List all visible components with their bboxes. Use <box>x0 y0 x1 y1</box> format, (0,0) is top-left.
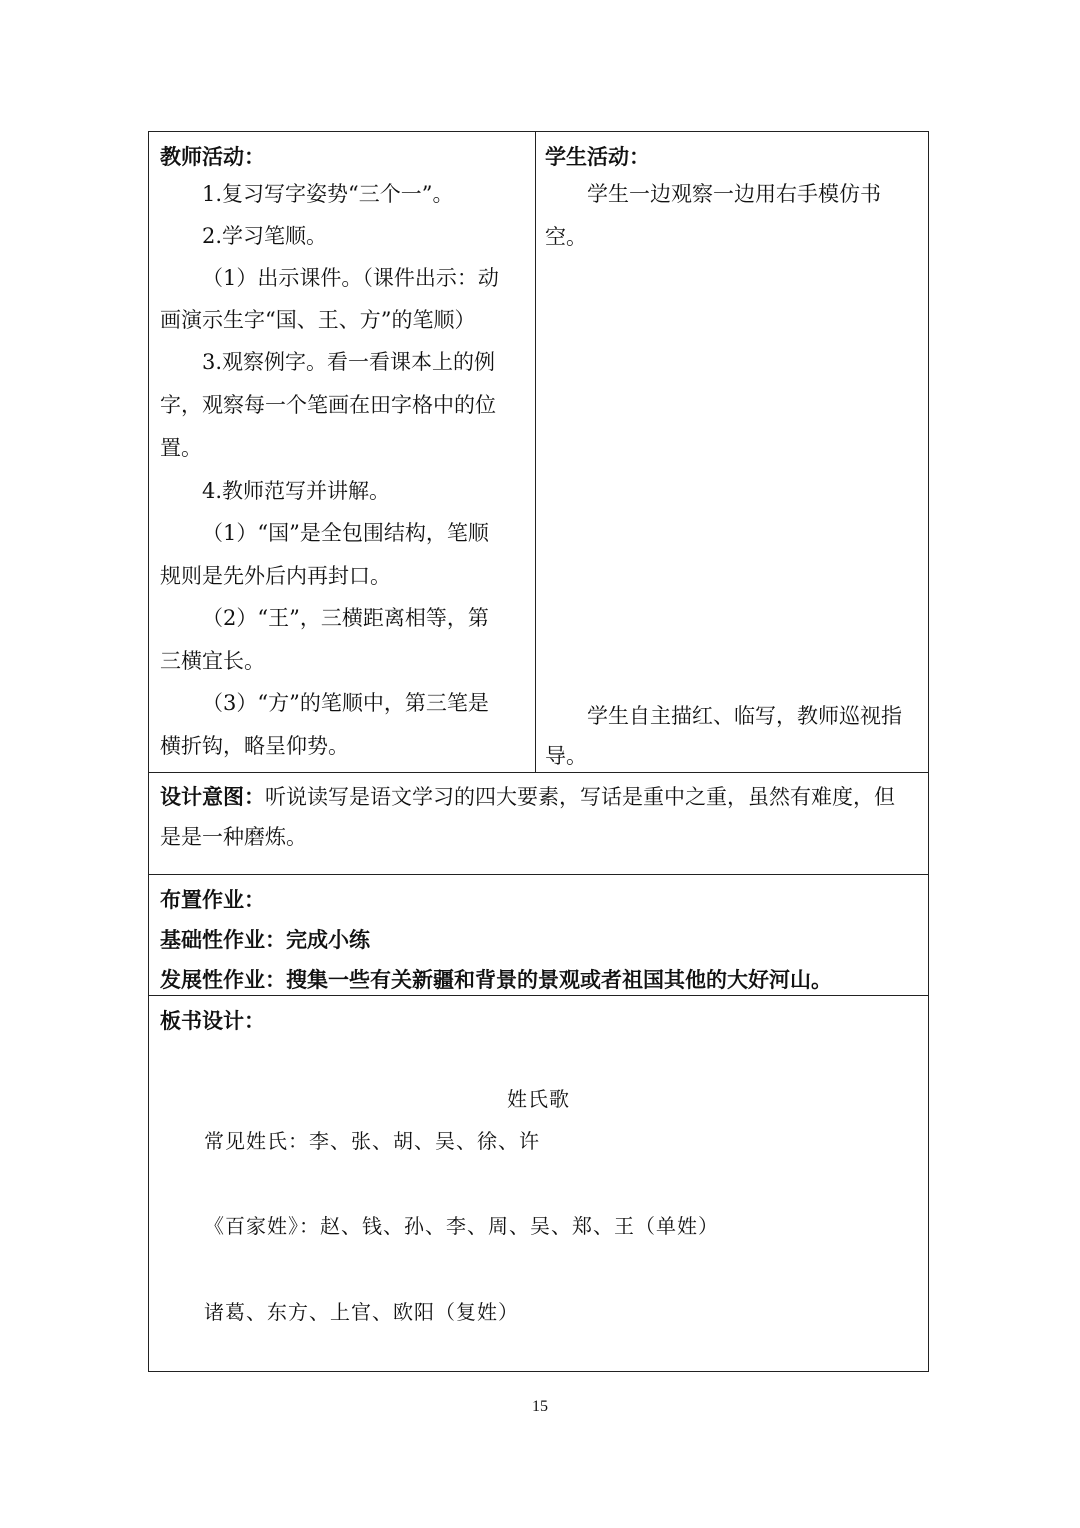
teacher-line: 规则是先外后内再封口。 <box>160 564 391 588</box>
teacher-line: 1.复习写字姿势“三个一”。 <box>202 182 454 206</box>
board-title: 姓氏歌 <box>507 1087 570 1111</box>
teacher-line: （3）“方”的笔顺中，第三笔是 <box>202 691 489 715</box>
student-line: 学生自主描红、临写，教师巡视指 <box>587 704 902 728</box>
teacher-line: 4.教师范写并讲解。 <box>202 479 391 503</box>
teacher-line: 横折钩，略呈仰势。 <box>160 734 349 758</box>
teacher-line: 3.观察例字。看一看课本上的例 <box>202 350 496 374</box>
page-number: 15 <box>532 1398 548 1415</box>
teacher-line: 2.学习笔顺。 <box>202 224 328 248</box>
teacher-line: （2）“王”，三横距离相等，第 <box>202 606 489 630</box>
teacher-line: 画演示生字“国、王、方”的笔顺） <box>160 308 476 332</box>
homework-basic: 基础性作业：完成小练 <box>160 927 370 952</box>
teacher-line: （1）出示课件。（课件出示：动 <box>202 266 499 290</box>
teacher-line: 三横宜长。 <box>160 649 265 673</box>
design-intent-line2: 是是一种磨炼。 <box>160 825 307 849</box>
teacher-line: （1）“国”是全包围结构，笔顺 <box>202 521 489 545</box>
student-line: 导。 <box>545 744 587 768</box>
teacher-line: 字，观察每一个笔画在田字格中的位 <box>160 393 496 417</box>
design-intent-text: 听说读写是语文学习的四大要素，写话是重中之重，虽然有难度，但 <box>265 785 895 809</box>
student-line: 空。 <box>545 225 587 249</box>
board-line: 常见姓氏：李、张、胡、吴、徐、许 <box>204 1129 540 1153</box>
board-design-cell <box>149 996 928 1371</box>
teacher-line: 置。 <box>160 436 202 460</box>
homework-extended: 发展性作业：搜集一些有关新疆和背景的景观或者祖国其他的大好河山。 <box>160 967 832 992</box>
homework-heading: 布置作业： <box>160 887 265 912</box>
student-line: 学生一边观察一边用右手模仿书 <box>587 182 881 206</box>
homework-cell <box>149 875 928 995</box>
lesson-plan-table <box>148 131 929 1372</box>
design-intent-line1 <box>160 783 895 811</box>
student-activity-heading: 学生活动： <box>545 144 650 169</box>
student-activity-cell <box>536 132 928 772</box>
design-intent-cell <box>149 773 928 874</box>
board-design-heading: 板书设计： <box>160 1008 265 1033</box>
design-intent-label: 设计意图： <box>160 784 265 809</box>
teacher-activity-cell <box>149 132 535 772</box>
board-line: 《百家姓》：赵、钱、孙、李、周、吴、郑、王（单姓） <box>204 1214 719 1238</box>
teacher-activity-heading: 教师活动： <box>160 144 265 169</box>
board-line: 诸葛、东方、上官、欧阳（复姓） <box>204 1300 519 1324</box>
